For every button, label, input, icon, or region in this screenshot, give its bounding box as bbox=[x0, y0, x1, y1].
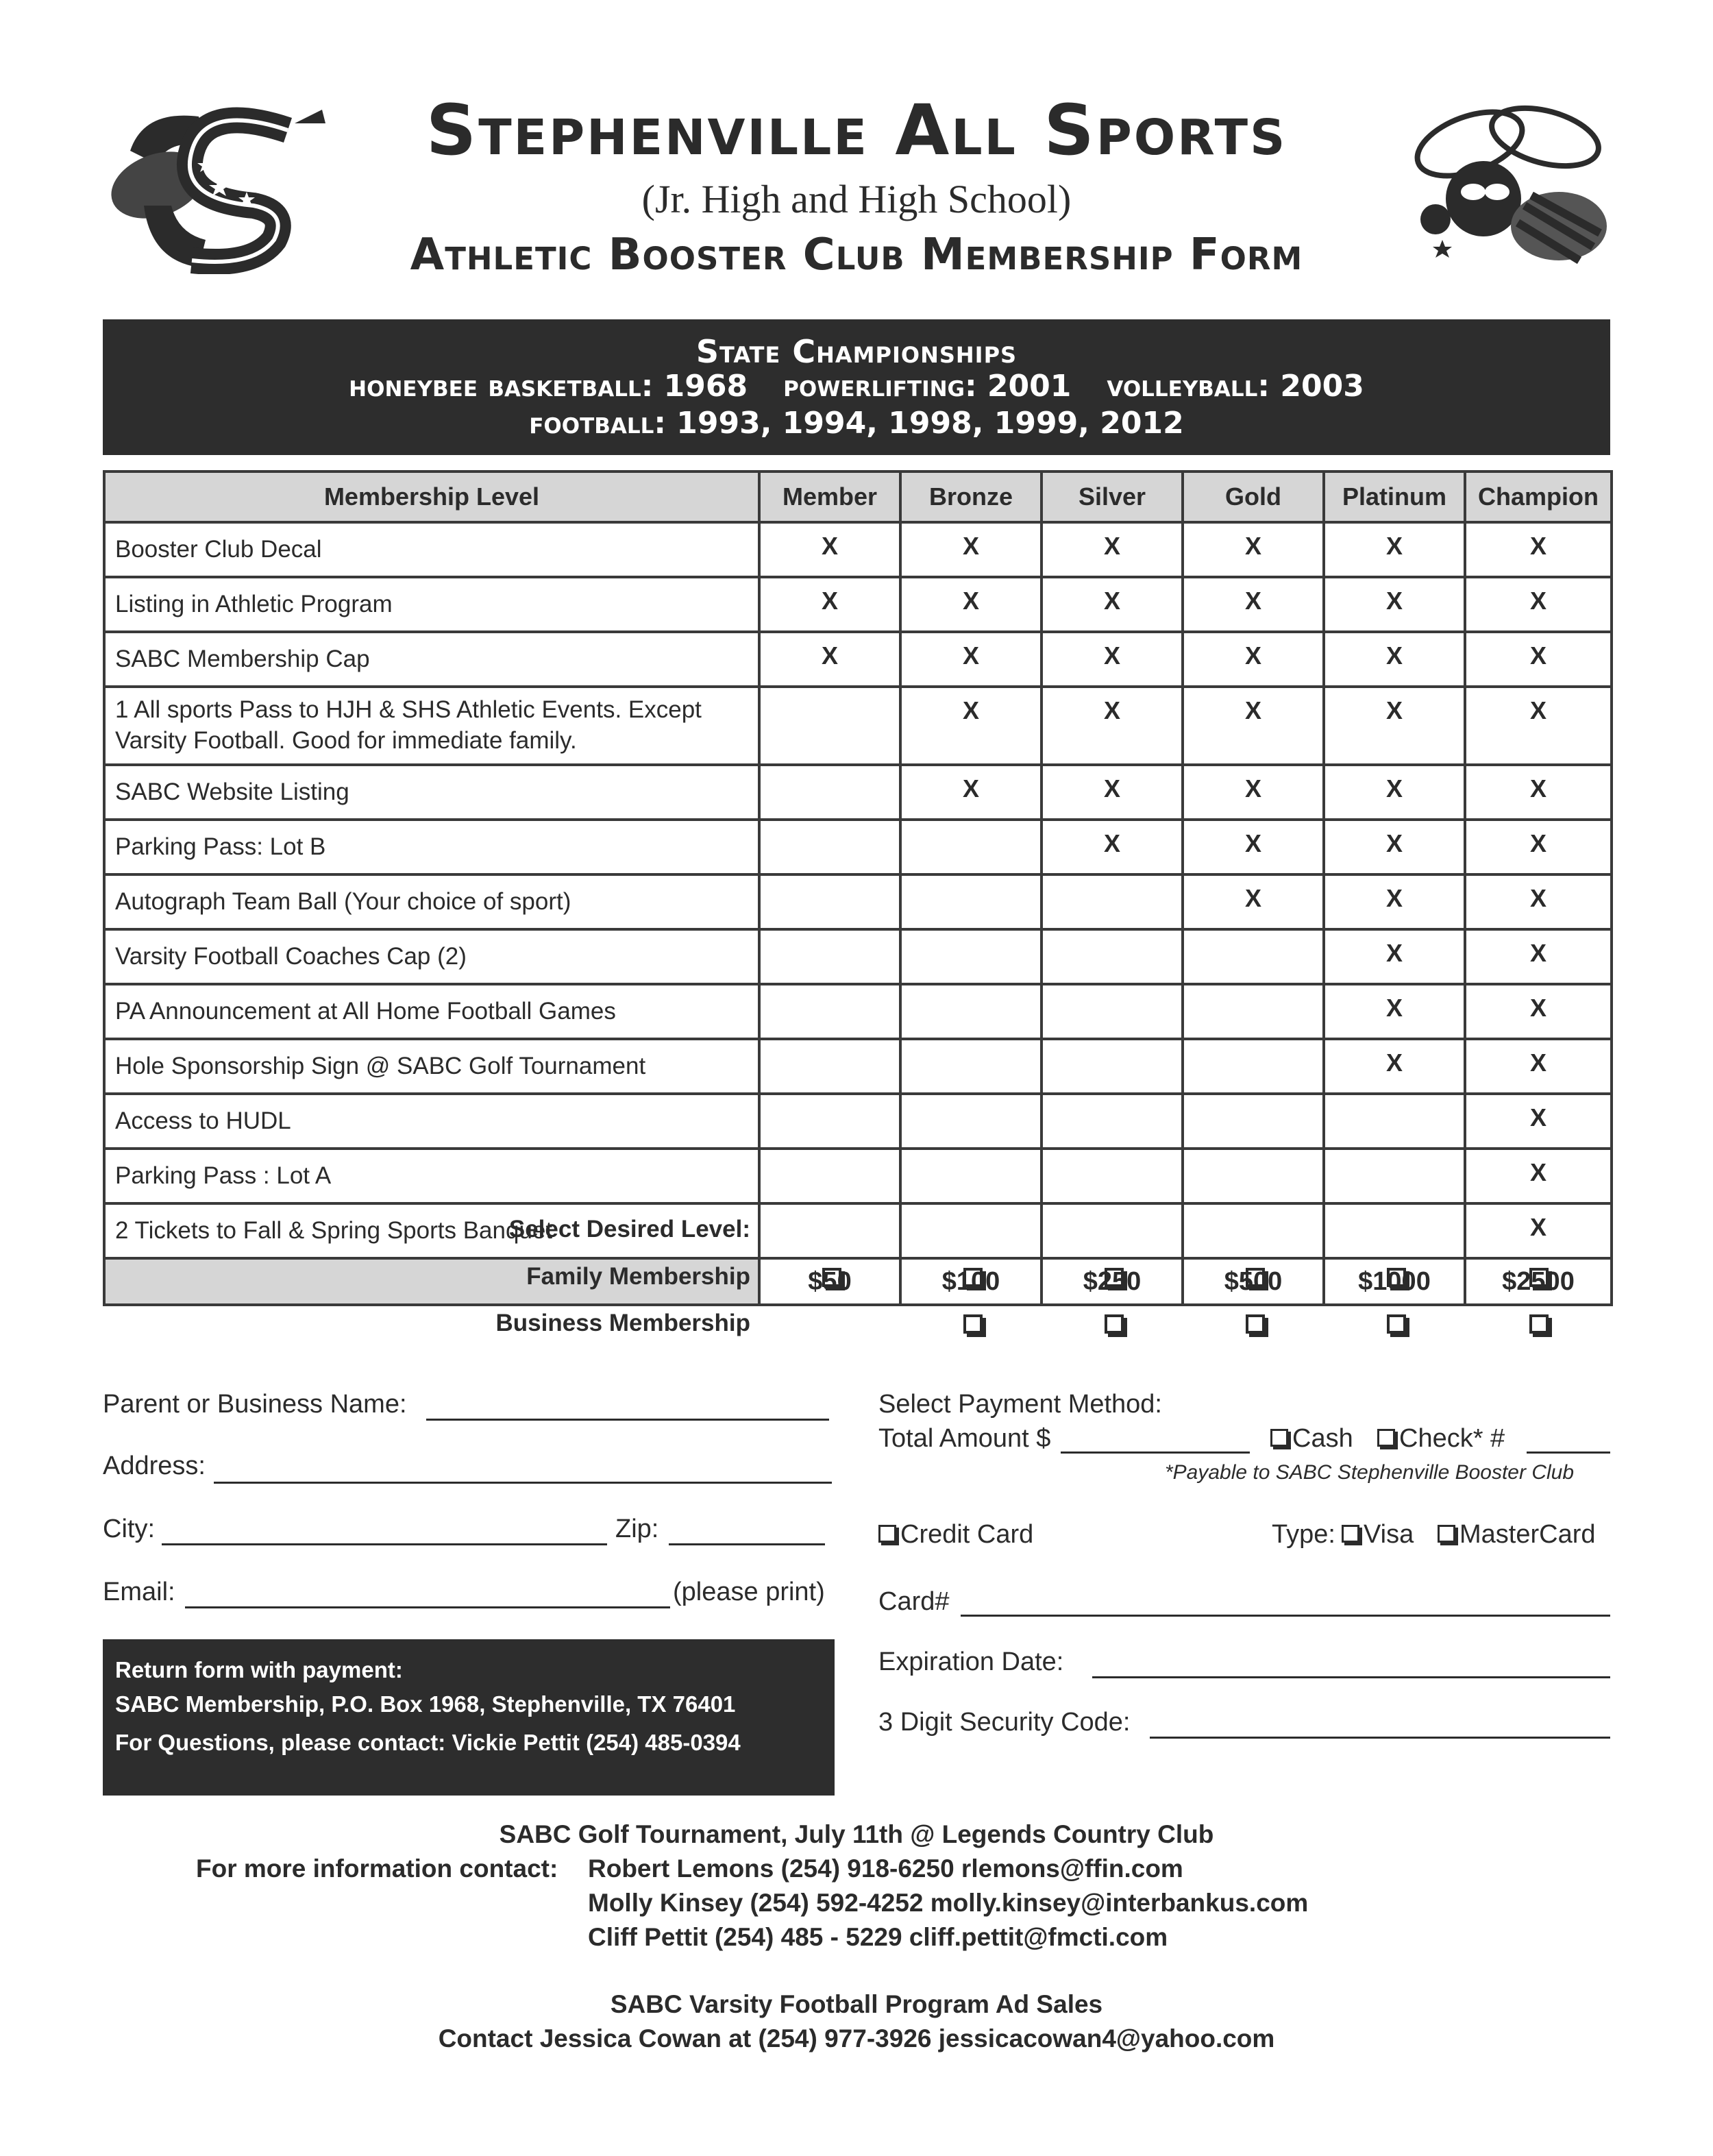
contact-prefix: For more information contact: bbox=[196, 1854, 558, 1883]
table-row bbox=[104, 632, 1612, 687]
cash-option[interactable] bbox=[1270, 1424, 1353, 1454]
header-champion: Champion bbox=[1465, 471, 1612, 522]
mark-cell bbox=[759, 765, 900, 820]
banner-volleyball: volleyball: 2003 bbox=[1107, 369, 1364, 404]
family-champion-checkbox[interactable] bbox=[1529, 1268, 1549, 1287]
email-field[interactable] bbox=[185, 1606, 670, 1608]
mark-cell bbox=[759, 1203, 900, 1258]
credit-card-checkbox[interactable] bbox=[878, 1525, 896, 1543]
mark-cell bbox=[759, 820, 900, 874]
mark-cell: X bbox=[1324, 984, 1465, 1039]
mark-cell bbox=[1042, 874, 1183, 929]
mark-cell bbox=[1183, 1149, 1324, 1203]
mark-cell: X bbox=[1324, 874, 1465, 929]
mark-cell: X bbox=[1465, 874, 1612, 929]
select-level-title: Select Desired Level: bbox=[508, 1216, 750, 1242]
total-amount-field[interactable] bbox=[1061, 1451, 1250, 1454]
family-bronze-checkbox[interactable] bbox=[963, 1268, 983, 1287]
name-field[interactable] bbox=[426, 1419, 829, 1421]
mark-cell: X bbox=[1465, 632, 1612, 687]
mark-cell: X bbox=[1042, 522, 1183, 577]
feature-cell: SABC Website Listing bbox=[104, 765, 759, 820]
visa-checkbox[interactable] bbox=[1342, 1525, 1359, 1543]
price-gold: $500 bbox=[1183, 1258, 1324, 1305]
mark-cell: X bbox=[1465, 522, 1612, 577]
mark-cell: X bbox=[1183, 522, 1324, 577]
mark-cell bbox=[1042, 1094, 1183, 1149]
address-field[interactable] bbox=[214, 1482, 832, 1484]
mark-cell: X bbox=[1183, 687, 1324, 765]
mark-cell bbox=[1042, 1039, 1183, 1094]
card-number-label: Card# bbox=[878, 1587, 950, 1616]
mark-cell: X bbox=[1465, 1149, 1612, 1203]
mark-cell: X bbox=[759, 632, 900, 687]
stephenville-s-logo-icon bbox=[103, 103, 329, 274]
check-checkbox[interactable] bbox=[1377, 1429, 1395, 1447]
mark-cell: X bbox=[1465, 1094, 1612, 1149]
security-code-label: 3 Digit Security Code: bbox=[878, 1708, 1131, 1737]
mark-cell: X bbox=[1042, 577, 1183, 632]
mark-cell: X bbox=[1465, 1203, 1612, 1258]
family-platinum-checkbox[interactable] bbox=[1387, 1268, 1406, 1287]
mark-cell: X bbox=[1324, 1039, 1465, 1094]
ad-sales-line: SABC Varsity Football Program Ad Sales bbox=[610, 1990, 1103, 2018]
mark-cell bbox=[900, 1039, 1042, 1094]
mark-cell bbox=[900, 1203, 1042, 1258]
mark-cell: X bbox=[1465, 820, 1612, 874]
golf-tournament-line: SABC Golf Tournament, July 11th @ Legends Country Club bbox=[499, 1820, 1214, 1848]
mark-cell: X bbox=[1183, 632, 1324, 687]
mark-cell bbox=[1042, 1203, 1183, 1258]
check-option[interactable] bbox=[1377, 1424, 1505, 1454]
header-member: Member bbox=[759, 471, 900, 522]
mark-cell bbox=[1324, 1203, 1465, 1258]
mark-cell: X bbox=[900, 522, 1042, 577]
header-bronze: Bronze bbox=[900, 471, 1042, 522]
mark-cell bbox=[1042, 984, 1183, 1039]
mark-cell: X bbox=[1324, 929, 1465, 984]
header-membership-level: Membership Level bbox=[104, 471, 759, 522]
table-header-row bbox=[104, 471, 1612, 522]
zip-label: Zip: bbox=[615, 1515, 659, 1543]
card-type-label: Type: bbox=[1272, 1520, 1335, 1549]
mark-cell bbox=[900, 929, 1042, 984]
mark-cell: X bbox=[1042, 632, 1183, 687]
business-gold-checkbox[interactable] bbox=[1246, 1314, 1265, 1334]
mark-cell bbox=[1183, 929, 1324, 984]
banner-basketball: honeybee basketball: 1968 bbox=[349, 369, 748, 404]
business-bronze-checkbox[interactable] bbox=[963, 1314, 983, 1334]
family-membership-label: Family Membership bbox=[526, 1263, 750, 1290]
membership-table bbox=[103, 470, 1613, 1306]
expiration-label: Expiration Date: bbox=[878, 1647, 1064, 1676]
mark-cell: X bbox=[1465, 1039, 1612, 1094]
mark-cell: X bbox=[1324, 522, 1465, 577]
family-gold-checkbox[interactable] bbox=[1246, 1268, 1265, 1287]
feature-cell: 1 All sports Pass to HJH & SHS Athletic Events. Except Varsity Football. Good for immediate family. bbox=[104, 687, 759, 765]
feature-cell: Booster Club Decal bbox=[104, 522, 759, 577]
check-number-field[interactable] bbox=[1527, 1451, 1610, 1454]
table-row bbox=[104, 522, 1612, 577]
mark-cell: X bbox=[900, 577, 1042, 632]
header-silver: Silver bbox=[1042, 471, 1183, 522]
city-field[interactable] bbox=[162, 1543, 607, 1545]
mark-cell: X bbox=[1324, 577, 1465, 632]
cash-checkbox[interactable] bbox=[1270, 1429, 1288, 1447]
table-row bbox=[104, 687, 1612, 765]
mark-cell: X bbox=[759, 577, 900, 632]
mark-cell bbox=[1042, 1149, 1183, 1203]
table-row bbox=[104, 1039, 1612, 1094]
header-platinum: Platinum bbox=[1324, 471, 1465, 522]
contact-molly: Molly Kinsey (254) 592-4252 molly.kinsey@interbankus.com bbox=[588, 1889, 1309, 1917]
return-info-box bbox=[103, 1639, 835, 1796]
cash-label: Cash bbox=[1292, 1424, 1353, 1453]
mark-cell bbox=[1183, 1039, 1324, 1094]
mark-cell: X bbox=[900, 765, 1042, 820]
feature-cell: Autograph Team Ball (Your choice of sport) bbox=[104, 874, 759, 929]
mark-cell: X bbox=[1183, 765, 1324, 820]
mark-cell: X bbox=[1465, 687, 1612, 765]
mark-cell: X bbox=[1183, 874, 1324, 929]
city-label: City: bbox=[103, 1515, 155, 1543]
credit-card-label: Credit Card bbox=[900, 1520, 1034, 1549]
mark-cell bbox=[1324, 1094, 1465, 1149]
table-row bbox=[104, 929, 1612, 984]
name-label: Parent or Business Name: bbox=[103, 1390, 407, 1419]
mark-cell: X bbox=[1042, 765, 1183, 820]
mark-cell: X bbox=[900, 687, 1042, 765]
business-champion-checkbox[interactable] bbox=[1529, 1314, 1549, 1334]
mark-cell bbox=[1183, 984, 1324, 1039]
mark-cell bbox=[759, 687, 900, 765]
zip-field[interactable] bbox=[669, 1543, 825, 1545]
mark-cell bbox=[1042, 929, 1183, 984]
mark-cell bbox=[900, 874, 1042, 929]
mark-cell bbox=[900, 1149, 1042, 1203]
mark-cell: X bbox=[1465, 765, 1612, 820]
mark-cell bbox=[759, 1094, 900, 1149]
feature-cell: SABC Membership Cap bbox=[104, 632, 759, 687]
form-title: Athletic Booster Club Membership Form bbox=[410, 230, 1303, 280]
mark-cell bbox=[759, 1149, 900, 1203]
family-silver-checkbox[interactable] bbox=[1105, 1268, 1124, 1287]
hornet-mascot-icon bbox=[1408, 103, 1614, 274]
mark-cell: X bbox=[1324, 632, 1465, 687]
return-line-1: Return form with payment: bbox=[115, 1657, 403, 1682]
championships-banner bbox=[103, 319, 1610, 455]
price-member: $50 bbox=[759, 1258, 900, 1305]
visa-label: Visa bbox=[1364, 1520, 1414, 1549]
mark-cell bbox=[900, 820, 1042, 874]
banner-heading: State Championships bbox=[695, 333, 1018, 370]
table-row bbox=[104, 1149, 1612, 1203]
mark-cell: X bbox=[1465, 577, 1612, 632]
feature-cell: PA Announcement at All Home Football Games bbox=[104, 984, 759, 1039]
feature-cell: Varsity Football Coaches Cap (2) bbox=[104, 929, 759, 984]
mark-cell: X bbox=[1183, 577, 1324, 632]
check-label: Check* # bbox=[1399, 1424, 1505, 1453]
email-print-note: (please print) bbox=[673, 1578, 825, 1606]
feature-cell: Access to HUDL bbox=[104, 1094, 759, 1149]
return-contact: For Questions, please contact: Vickie Pettit (254) 485-0394 bbox=[115, 1730, 741, 1755]
mastercard-label: MasterCard bbox=[1459, 1520, 1596, 1549]
mark-cell: X bbox=[1465, 929, 1612, 984]
feature-cell: Parking Pass : Lot A bbox=[104, 1149, 759, 1203]
mastercard-checkbox[interactable] bbox=[1438, 1525, 1455, 1543]
address-label: Address: bbox=[103, 1451, 206, 1480]
ad-sales-contact: Contact Jessica Cowan at (254) 977-3926 jessicacowan4@yahoo.com bbox=[438, 2024, 1275, 2053]
mark-cell bbox=[900, 1094, 1042, 1149]
banner-football: football: 1993, 1994, 1998, 1999, 2012 bbox=[529, 406, 1184, 441]
feature-cell: Parking Pass: Lot B bbox=[104, 820, 759, 874]
feature-cell: 2 Tickets to Fall & Spring Sports Banquet bbox=[104, 1203, 759, 1258]
email-label: Email: bbox=[103, 1578, 175, 1606]
mark-cell bbox=[759, 874, 900, 929]
mark-cell: X bbox=[1042, 820, 1183, 874]
table-row bbox=[104, 820, 1612, 874]
mark-cell: X bbox=[1324, 820, 1465, 874]
contact-robert: Robert Lemons (254) 918-6250 rlemons@ffin.com bbox=[588, 1854, 1183, 1883]
mark-cell: X bbox=[1183, 820, 1324, 874]
payable-note: *Payable to SABC Stephenville Booster Club bbox=[1165, 1461, 1575, 1484]
mark-cell: X bbox=[1324, 687, 1465, 765]
mark-cell: X bbox=[900, 632, 1042, 687]
card-number-field[interactable] bbox=[961, 1615, 1610, 1617]
price-silver: $250 bbox=[1042, 1258, 1183, 1305]
table-row bbox=[104, 577, 1612, 632]
total-amount-label: Total Amount $ bbox=[878, 1424, 1051, 1453]
mark-cell: X bbox=[1042, 687, 1183, 765]
mark-cell: X bbox=[1465, 984, 1612, 1039]
price-platinum: $1000 bbox=[1324, 1258, 1465, 1305]
business-silver-checkbox[interactable] bbox=[1105, 1314, 1124, 1334]
price-bronze: $100 bbox=[900, 1258, 1042, 1305]
table-row bbox=[104, 765, 1612, 820]
business-platinum-checkbox[interactable] bbox=[1387, 1314, 1406, 1334]
table-row bbox=[104, 984, 1612, 1039]
business-membership-label: Business Membership bbox=[495, 1310, 750, 1336]
mark-cell bbox=[900, 984, 1042, 1039]
mark-cell: X bbox=[1324, 765, 1465, 820]
price-champion: $2500 bbox=[1465, 1258, 1612, 1305]
mark-cell bbox=[759, 929, 900, 984]
page-subtitle: (Jr. High and High School) bbox=[641, 177, 1072, 221]
mark-cell bbox=[759, 1039, 900, 1094]
header-gold: Gold bbox=[1183, 471, 1324, 522]
feature-cell: Listing in Athletic Program bbox=[104, 577, 759, 632]
banner-line1 bbox=[103, 369, 1610, 404]
mastercard-option[interactable] bbox=[1438, 1520, 1596, 1549]
credit-card-option[interactable] bbox=[878, 1520, 1033, 1549]
family-member-checkbox[interactable] bbox=[822, 1268, 841, 1287]
security-code-field[interactable] bbox=[1150, 1737, 1610, 1739]
mark-cell bbox=[1324, 1149, 1465, 1203]
table-row bbox=[104, 874, 1612, 929]
feature-cell: Hole Sponsorship Sign @ SABC Golf Tournament bbox=[104, 1039, 759, 1094]
mark-cell bbox=[759, 984, 900, 1039]
return-address: SABC Membership, P.O. Box 1968, Stephenville, TX 76401 bbox=[115, 1691, 736, 1717]
payment-method-label: Select Payment Method: bbox=[878, 1390, 1162, 1419]
table-row bbox=[104, 1094, 1612, 1149]
banner-powerlifting: powerlifting: 2001 bbox=[783, 369, 1072, 404]
visa-option[interactable] bbox=[1342, 1520, 1414, 1549]
expiration-field[interactable] bbox=[1092, 1676, 1610, 1678]
mark-cell bbox=[1183, 1094, 1324, 1149]
mark-cell: X bbox=[759, 522, 900, 577]
page-title: Stephenville All Sports bbox=[426, 90, 1287, 171]
mark-cell bbox=[1183, 1203, 1324, 1258]
contact-cliff: Cliff Pettit (254) 485 - 5229 cliff.pettit@fmcti.com bbox=[588, 1923, 1168, 1951]
